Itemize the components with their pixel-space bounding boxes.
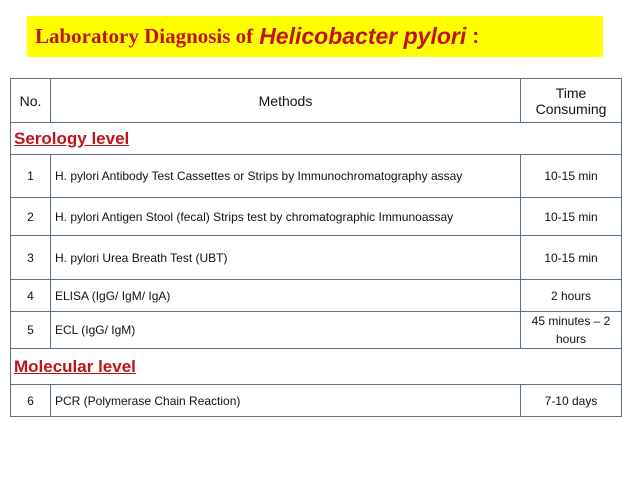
table-row — [11, 385, 622, 417]
header-no: No. — [11, 79, 51, 123]
section-row — [11, 349, 622, 385]
row-method: ECL (IgG/ IgM) — [51, 312, 521, 349]
row-method: H. pylori Antigen Stool (fecal) Strips test by chromatographic Immunoassay — [51, 198, 521, 236]
row-time: 2 hours — [521, 280, 622, 312]
row-no: 4 — [11, 280, 51, 312]
title-text: Laboratory Diagnosis of — [35, 24, 254, 48]
row-no: 3 — [11, 236, 51, 280]
header-methods: Methods — [51, 79, 521, 123]
row-time: 10-15 min — [521, 155, 622, 198]
title-organism: Helicobacter pylori — [259, 23, 467, 49]
row-time: 10-15 min — [521, 198, 622, 236]
section-label: Serology level — [11, 123, 622, 155]
row-time: 7-10 days — [521, 385, 622, 417]
row-no: 6 — [11, 385, 51, 417]
table-row — [11, 280, 622, 312]
row-method: H. pylori Urea Breath Test (UBT) — [51, 236, 521, 280]
diagnosis-table — [10, 78, 622, 417]
section-label: Molecular level — [11, 349, 622, 385]
table-header — [11, 79, 622, 123]
title-colon: : — [472, 24, 480, 48]
table-row — [11, 312, 622, 349]
slide-title — [27, 16, 603, 57]
row-no: 1 — [11, 155, 51, 198]
row-time: 10-15 min — [521, 236, 622, 280]
table-row — [11, 198, 622, 236]
row-no: 2 — [11, 198, 51, 236]
section-row — [11, 123, 622, 155]
row-method: ELISA (IgG/ IgM/ IgA) — [51, 280, 521, 312]
row-method: H. pylori Antibody Test Cassettes or Strips by Immunochromatography assay — [51, 155, 521, 198]
header-time: Time Consuming — [521, 79, 622, 123]
row-no: 5 — [11, 312, 51, 349]
table-row — [11, 155, 622, 198]
table-row — [11, 236, 622, 280]
row-time: 45 minutes – 2 hours — [521, 312, 622, 349]
row-method: PCR (Polymerase Chain Reaction) — [51, 385, 521, 417]
